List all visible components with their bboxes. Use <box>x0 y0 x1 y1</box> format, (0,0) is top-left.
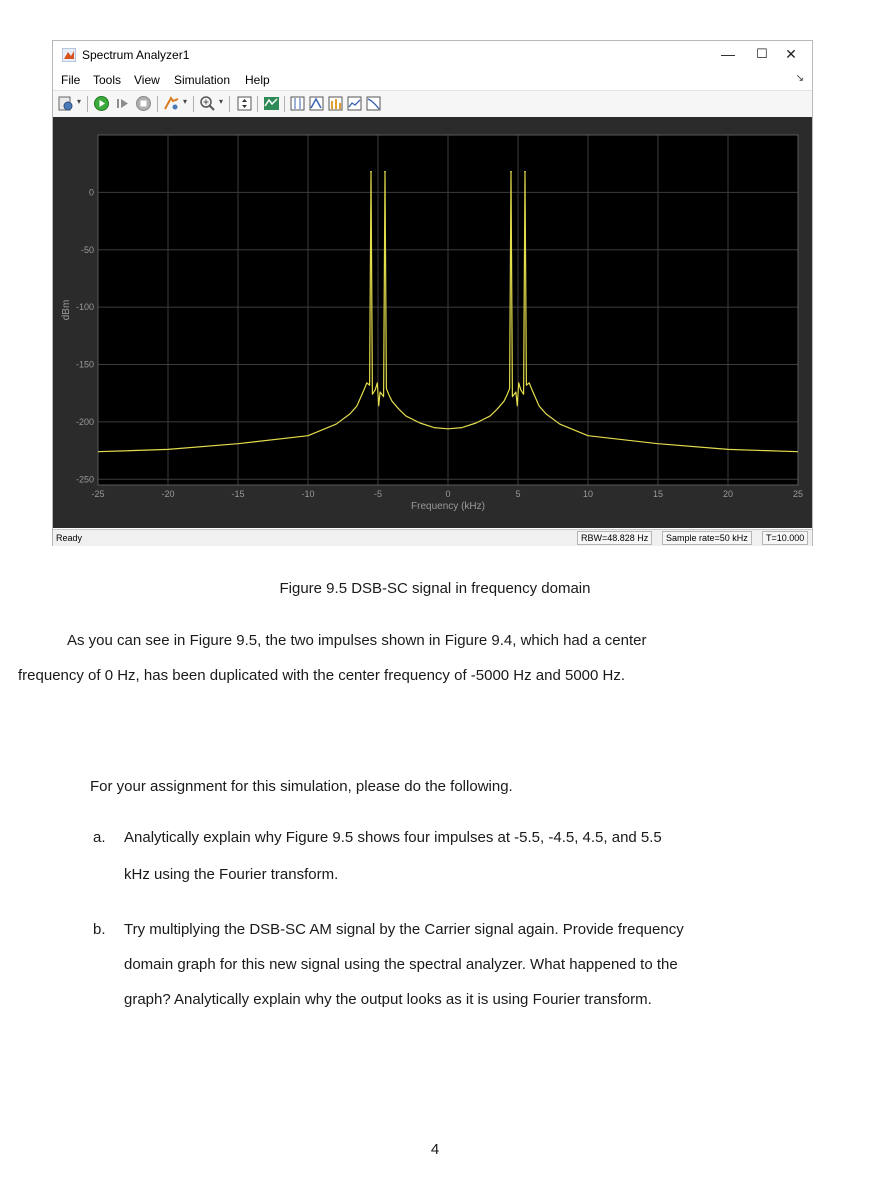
menu-help[interactable]: Help <box>245 73 270 87</box>
paragraph-1-line-2: frequency of 0 Hz, has been duplicated with the center frequency of -5000 Hz and 5000 Hz. <box>18 667 626 684</box>
x-tick-label: -20 <box>161 489 175 499</box>
y-axis-label: dBm <box>61 299 72 321</box>
menu-tools[interactable]: Tools <box>93 73 122 87</box>
settings-icon[interactable] <box>57 95 74 112</box>
status-time: T=10.000 <box>762 531 808 545</box>
y-tick-label: -250 <box>75 474 94 485</box>
toolbar <box>53 90 812 118</box>
x-axis-label: Frequency (kHz) <box>411 501 485 512</box>
x-tick-label: 20 <box>722 489 734 499</box>
item-b-line-3: graph? Analytically explain why the output looks as it is using Fourier transform. <box>124 991 652 1008</box>
status-ready: Ready <box>56 533 83 543</box>
y-tick-label: 0 <box>88 187 94 198</box>
step-forward-icon[interactable] <box>114 95 131 112</box>
y-tick-label: -50 <box>80 244 94 255</box>
spectrum-analyzer-window <box>52 40 813 546</box>
zoom-in-icon[interactable] <box>199 95 216 112</box>
highlight-icon[interactable] <box>163 95 180 112</box>
title-bar <box>53 41 812 69</box>
list-marker-a: a. <box>93 829 106 846</box>
run-icon[interactable] <box>93 95 110 112</box>
y-tick-label: -100 <box>75 302 94 313</box>
figure-caption: Figure 9.5 DSB-SC signal in frequency domain <box>279 580 591 597</box>
peak-finder-icon[interactable] <box>308 95 325 112</box>
x-tick-label: -15 <box>231 489 245 499</box>
paragraph-1-line-1: As you can see in Figure 9.5, the two impulses shown in Figure 9.4, which had a center <box>67 632 647 649</box>
item-a-line-1: Analytically explain why Figure 9.5 shows four impulses at -5.5, -4.5, 4.5, and 5.5 <box>124 829 662 846</box>
x-tick-label: -5 <box>373 489 383 499</box>
y-tick-label: -200 <box>75 416 94 427</box>
spectrum-chart <box>53 117 812 528</box>
stop-icon[interactable] <box>135 95 152 112</box>
zoom-dropdown-icon[interactable]: ▾ <box>219 97 224 106</box>
list-marker-b: b. <box>93 921 106 938</box>
impulse-peak <box>384 171 386 173</box>
item-b-line-1: Try multiplying the DSB-SC AM signal by the Carrier signal again. Provide frequency <box>124 921 684 938</box>
highlight-dropdown-icon[interactable]: ▾ <box>183 97 188 106</box>
channel-measurements-icon[interactable] <box>346 95 363 112</box>
ccdf-measurements-icon[interactable] <box>365 95 382 112</box>
maximize-button[interactable]: ☐ <box>756 46 768 61</box>
x-tick-label: -25 <box>91 489 105 499</box>
x-tick-label: 10 <box>582 489 594 499</box>
menu-simulation[interactable]: Simulation <box>174 73 231 87</box>
menu-view[interactable]: View <box>134 73 160 87</box>
paragraph-2: For your assignment for this simulation, please do the following. <box>90 778 513 795</box>
minimize-button[interactable]: — <box>721 46 735 62</box>
matlab-app-icon <box>62 48 76 62</box>
x-tick-label: 15 <box>652 489 664 499</box>
x-tick-label: 0 <box>445 489 451 499</box>
item-a-line-2: kHz using the Fourier transform. <box>124 866 339 883</box>
menu-bar <box>53 71 812 89</box>
settings-dropdown-icon[interactable]: ▾ <box>77 97 82 106</box>
status-rbw: RBW=48.828 Hz <box>577 531 652 545</box>
item-b-line-2: domain graph for this new signal using the spectral analyzer. What happened to the <box>124 956 678 973</box>
window-title: Spectrum Analyzer1 <box>82 48 190 62</box>
y-tick-label: -150 <box>75 359 94 370</box>
menu-dock-arrow-icon[interactable]: ↘ <box>795 73 804 84</box>
x-tick-label: -10 <box>301 489 315 499</box>
page-number: 4 <box>430 1141 440 1158</box>
impulse-peak <box>370 171 372 173</box>
spectrogram-icon[interactable] <box>263 95 280 112</box>
distortion-measurements-icon[interactable] <box>327 95 344 112</box>
x-tick-label: 25 <box>792 489 804 499</box>
status-sample-rate: Sample rate=50 kHz <box>662 531 752 545</box>
spectrum-plot[interactable] <box>53 117 812 528</box>
close-button[interactable]: ✕ <box>785 46 797 62</box>
scale-axes-icon[interactable] <box>236 95 253 112</box>
impulse-peak <box>524 171 526 173</box>
menu-file[interactable]: File <box>61 73 81 87</box>
impulse-peak <box>510 171 512 173</box>
x-tick-label: 5 <box>515 489 521 499</box>
cursor-measurements-icon[interactable] <box>289 95 306 112</box>
status-bar <box>53 529 812 546</box>
